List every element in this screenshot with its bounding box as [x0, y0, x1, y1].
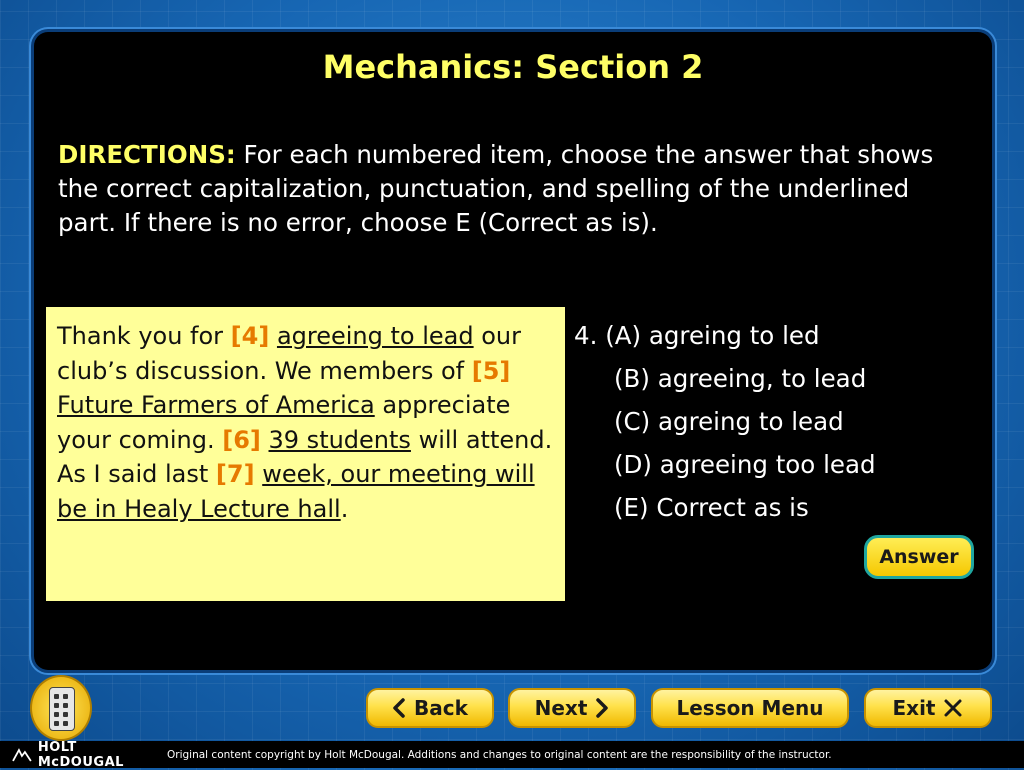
footer [0, 741, 1024, 768]
directions [58, 138, 938, 240]
next-button[interactable] [508, 688, 636, 728]
choice-e: (E) Correct as is [614, 493, 809, 522]
directions-text: For each numbered item, choose the answer that shows the correct capitalization, punctuation, and spelling of the underlined part. If there is no error, choose E (Correct as is). [58, 140, 934, 237]
passage-box [46, 307, 565, 601]
answer-button[interactable] [864, 535, 974, 579]
question-number: 4. [574, 321, 598, 350]
remote-control-icon[interactable] [30, 675, 92, 741]
passage-text: . [340, 494, 349, 523]
lesson-menu-button[interactable] [651, 688, 849, 728]
choice-d: (D) agreeing too lead [614, 450, 876, 479]
item-number-4: [4] [230, 322, 270, 350]
lesson-menu-button-label: Lesson Menu [676, 696, 824, 720]
remote-body [49, 687, 75, 731]
passage-text: will attend. As I said last [57, 425, 553, 488]
underlined-part-6: 39 students [268, 425, 411, 454]
back-button-label: Back [414, 696, 468, 720]
choice-a: (A) agreing to led [605, 321, 820, 350]
item-number-6: [6] [222, 425, 261, 454]
copyright-text: Original content copyright by Holt McDougal. Additions and changes to original content are the responsibility of the instructor. [167, 748, 832, 761]
exit-button-label: Exit [892, 696, 936, 720]
item-number-5: [5] [471, 356, 511, 385]
choice-row-a [574, 314, 876, 357]
publisher-logo [0, 740, 167, 770]
back-button[interactable] [366, 688, 494, 728]
underlined-part-7: week, our meeting will be in Healy Lecture hall [57, 460, 535, 523]
passage-text: our club’s discussion. We members of [57, 322, 521, 385]
close-icon [943, 698, 963, 718]
underlined-part-4: agreeing to lead [276, 322, 474, 350]
exit-button[interactable] [864, 688, 992, 728]
underlined-part-5: Future Farmers of America [57, 391, 375, 419]
chevron-left-icon [392, 698, 406, 718]
publisher-name: HOLT McDOUGAL [37, 739, 124, 770]
choice-b: (B) agreeing, to lead [614, 364, 867, 393]
holt-logo-icon [12, 747, 32, 763]
next-button-label: Next [534, 696, 588, 720]
answer-choices [574, 314, 876, 529]
passage-text: Thank you for [57, 322, 231, 350]
item-number-7: [7] [215, 460, 255, 488]
directions-label: DIRECTIONS: [58, 140, 236, 169]
slide-title: Mechanics: Section 2 [322, 48, 704, 86]
chevron-right-icon [595, 698, 609, 718]
passage-text: appreciate your coming. [57, 391, 511, 454]
choice-c: (C) agreing to lead [614, 407, 844, 436]
answer-button-label: Answer [879, 546, 959, 568]
